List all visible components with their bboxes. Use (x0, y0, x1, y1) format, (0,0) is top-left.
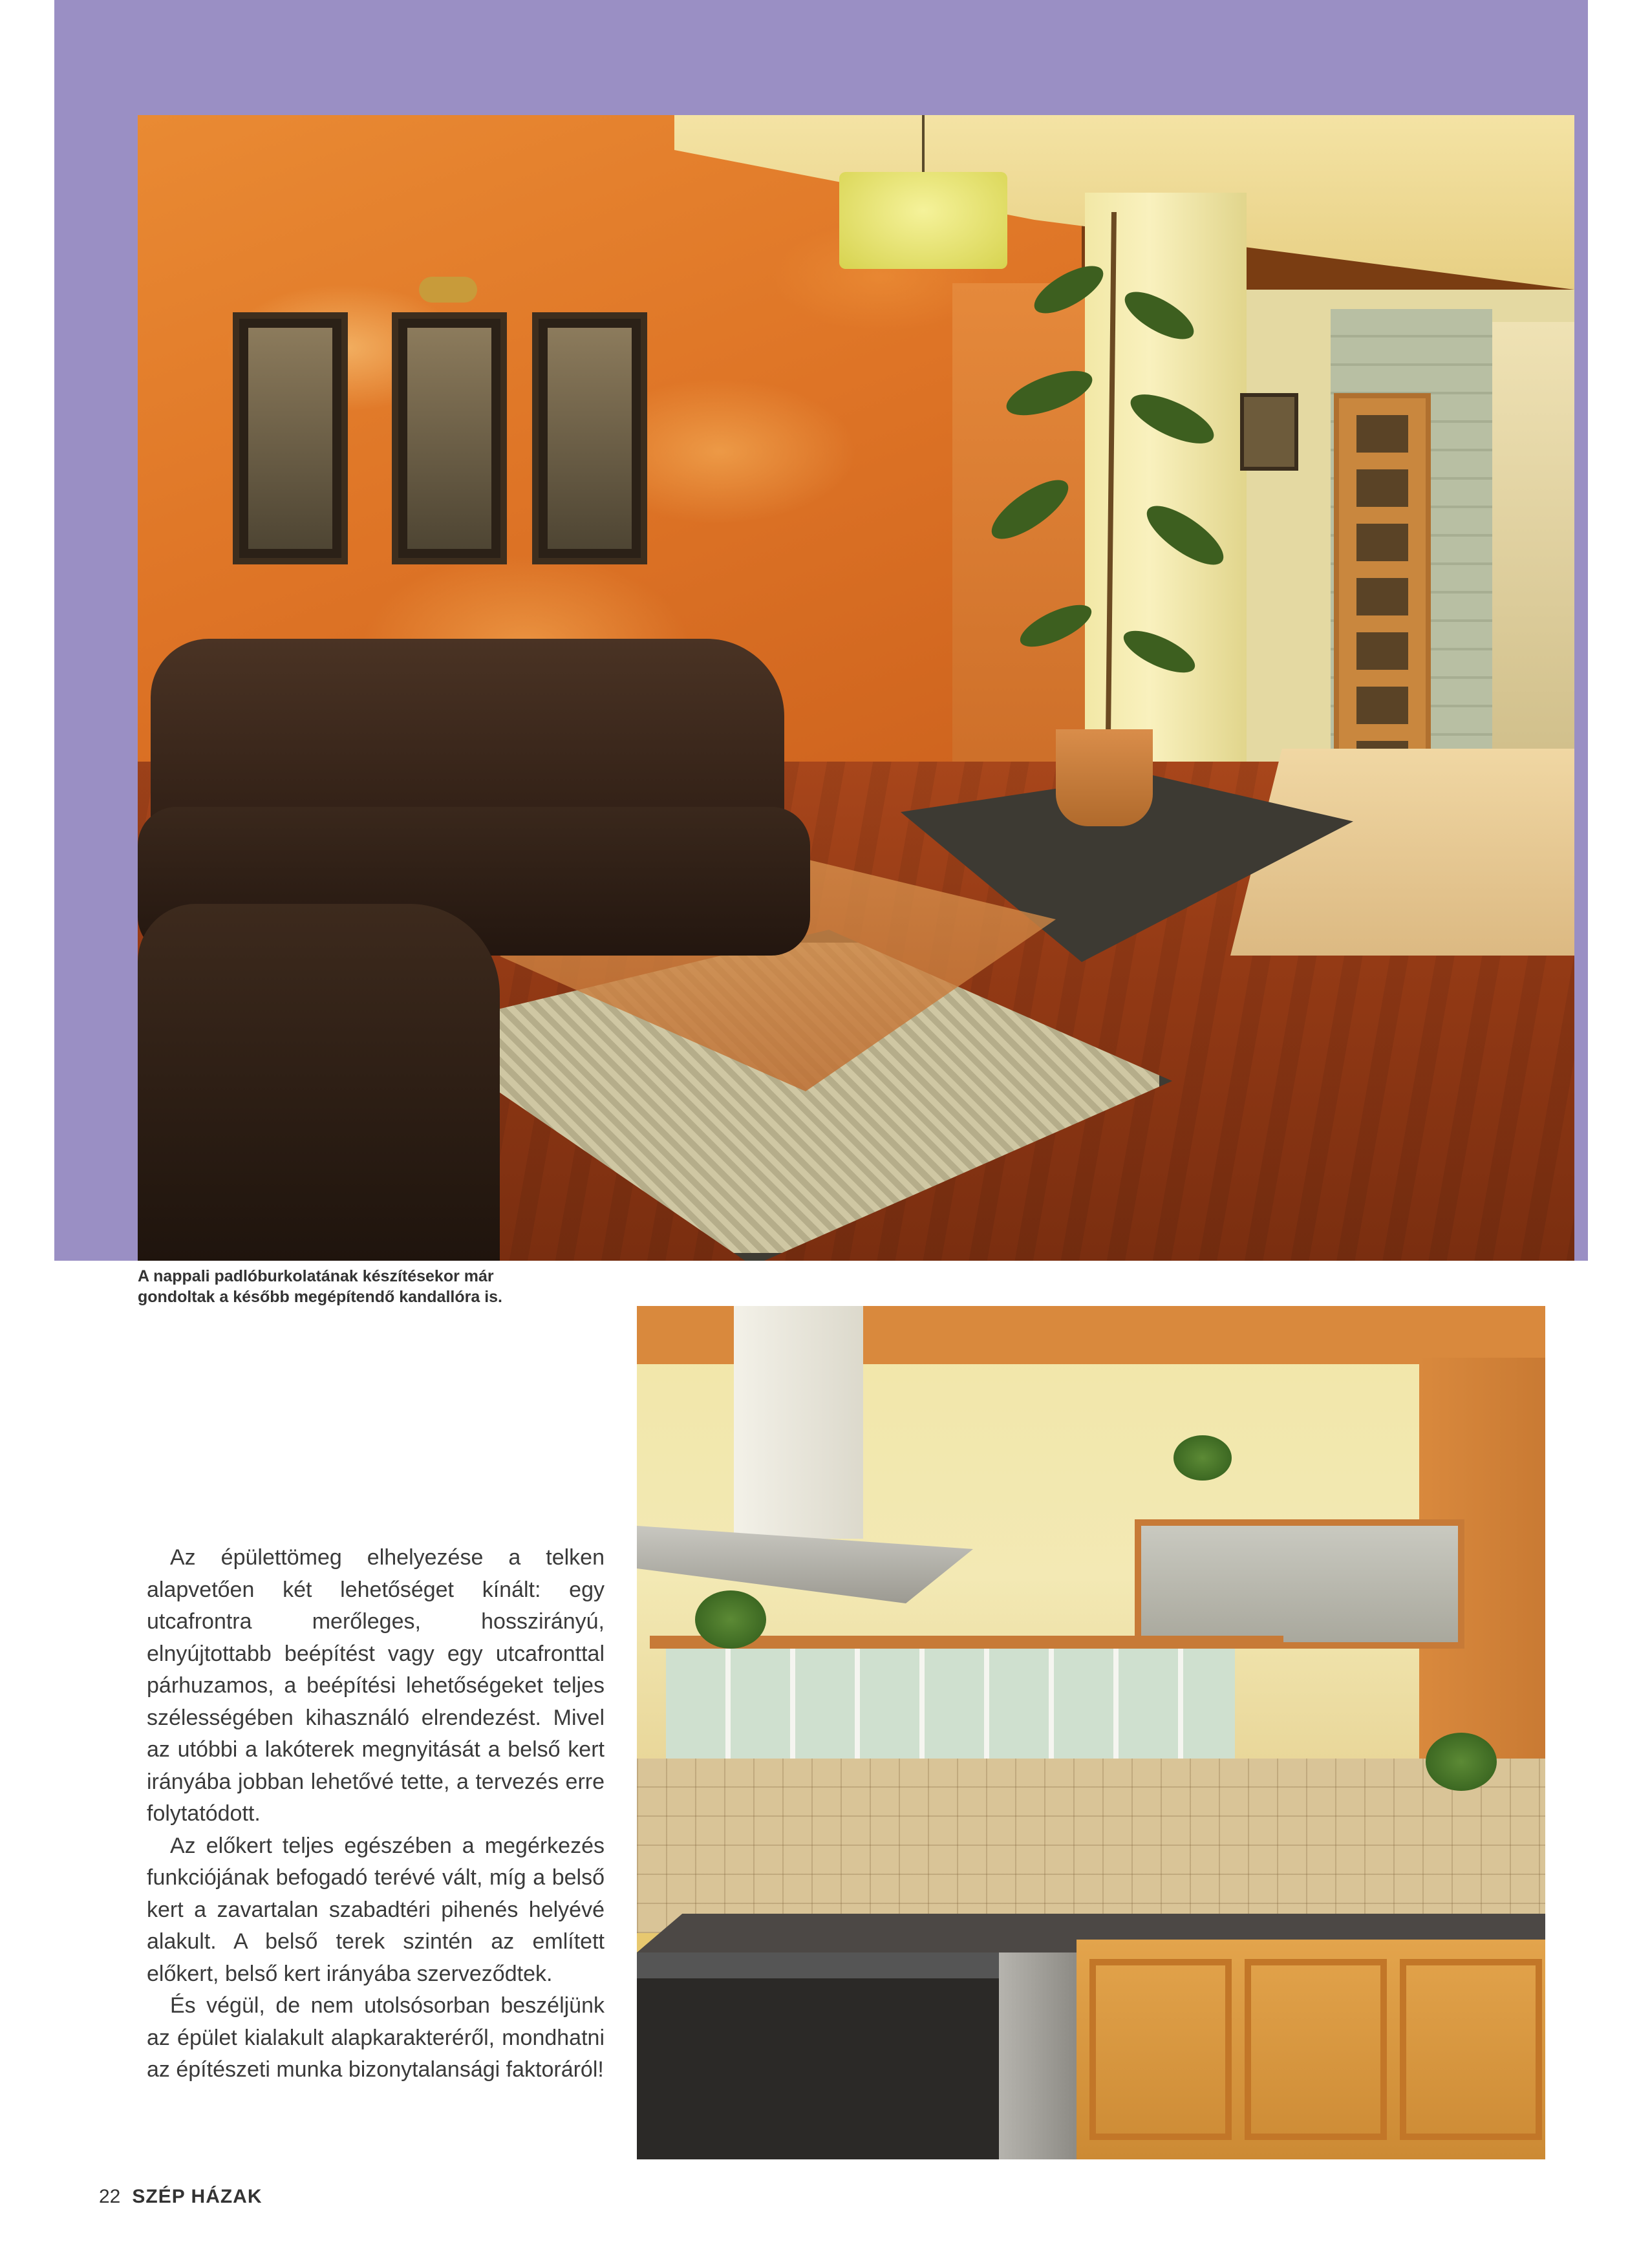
leather-armchair (138, 904, 500, 1261)
hanging-plant (1173, 1435, 1232, 1481)
potted-plant (695, 1590, 766, 1649)
potted-plant (1426, 1733, 1497, 1791)
kitchen-photo (637, 1306, 1545, 2159)
base-cabinets (1077, 1940, 1545, 2159)
lamp-cord (922, 115, 925, 172)
living-room-photo (138, 115, 1574, 1261)
hood-chimney (734, 1306, 863, 1539)
paragraph-2: Az előkert teljes egészében a megérkezés funkciójának befogadó terévé vált, míg a belső kert a zavartalan szabadtéri pihenés helyévé alakult. A belső terek szintén az említett előkert, belső kert irányába szerveződtek. (147, 1833, 605, 1986)
caption-line-1: A nappali padlóburkolatának készítésekor már (138, 1267, 494, 1285)
paragraph-1: Az épülettömeg elhelyezése a telken alapvetően két lehetőséget kínált: egy utcafrontra merőleges, hosszirányú, elnyújtottabb beépítést vagy egy utcafronttal párhuzamos, a beépítési lehetőségeket teljes szélességében kihasználó elrendezést. Mivel az utóbbi a lakóterek megnyitását a belső kert irányába jobban lehetővé tette, a tervezés erre folytatódott. (147, 1545, 605, 1826)
tile-backsplash (637, 1759, 1545, 1933)
giraffe-picture (233, 312, 348, 564)
wall-lamp (419, 277, 477, 303)
photo-caption (138, 1266, 655, 1307)
kitchen-glimpse (1492, 322, 1574, 813)
lion-picture (532, 312, 647, 564)
glass-block-window (666, 1645, 1235, 1759)
oven (637, 1952, 999, 2159)
zebra-picture (392, 312, 507, 564)
caption-line-2: gondoltak a később megépítendő kandallóra is. (138, 1288, 503, 1306)
paragraph-3: És végül, de nem utolsósorban beszéljünk az épület kialakult alapkarakteréről, mondhatni az építészeti munka bizonytalansági faktoráról! (147, 1993, 605, 2082)
plant-pot (1056, 729, 1153, 826)
ficus-plant (952, 212, 1263, 794)
magazine-name: SZÉP HÁZAK (132, 2186, 262, 2207)
steel-panel (999, 1952, 1077, 2159)
glass-wall-cabinet (1135, 1519, 1464, 1649)
article-body (147, 1542, 605, 2086)
page-number: 22 (99, 2186, 121, 2207)
page-footer (99, 2186, 262, 2208)
